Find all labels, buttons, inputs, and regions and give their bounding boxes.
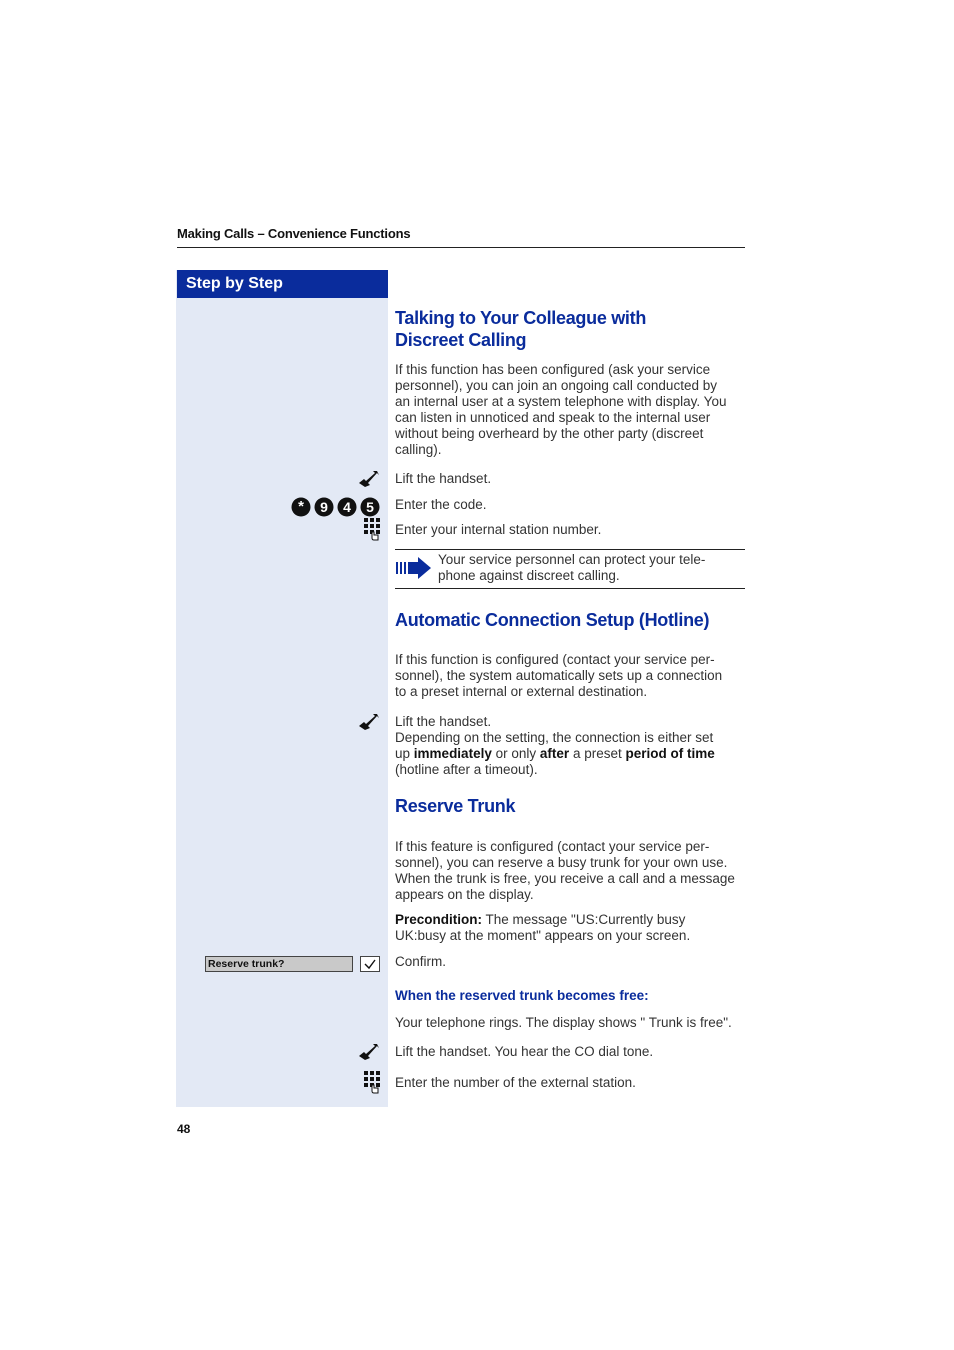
page-number: 48 — [177, 1122, 191, 1136]
note-text: Your service personnel can protect your tele- phone against discreet calling. — [438, 552, 706, 583]
step-enter-external-number: Enter the number of the external station. — [395, 1075, 636, 1090]
running-header: Making Calls – Convenience Functions — [177, 226, 411, 241]
section1-intro: If this function has been configured (ask your service personnel), you can join an ongoing call conducted by an internal user at a system telephone with display. You can listen in unnoticed and speak to the internal user without being overheard by the other party (discreet calling). — [395, 362, 727, 457]
handset-lift-icon — [357, 713, 381, 731]
section3-intro: If this feature is configured (contact your service per- sonnel), you can reserve a busy trunk for your own use. When the trunk is free, you receive a call and a message appears on the display. — [395, 839, 735, 902]
note-arrow-icon — [396, 557, 432, 579]
keypad-icon — [363, 1070, 381, 1094]
code-key-9: 9 — [320, 499, 328, 515]
precondition: Precondition: The message "US:Currently busy UK:busy at the moment" appears on your screen. — [395, 912, 691, 943]
step-enter-code: Enter the code. — [395, 497, 487, 512]
phone-rings-text: Your telephone rings. The display shows " Trunk is free". — [395, 1015, 732, 1030]
code-key-4: 4 — [343, 499, 351, 515]
keypad-icon — [363, 517, 381, 541]
section-title-reserve-trunk: Reserve Trunk — [395, 796, 516, 816]
confirm-button[interactable] — [360, 956, 380, 972]
code-key-5: 5 — [366, 499, 374, 515]
hotline-steps: Lift the handset. Depending on the setting, the connection is either set up immediately or only after a preset period of time (hotline after a timeout). — [395, 714, 715, 777]
step-enter-station-number: Enter your internal station number. — [395, 522, 602, 537]
step-by-step-column — [176, 270, 388, 1107]
section-title-hotline: Automatic Connection Setup (Hotline) — [395, 610, 710, 630]
header-rule — [177, 247, 745, 248]
code-keys — [291, 497, 383, 517]
code-key-star: * — [298, 498, 304, 515]
step-confirm: Confirm. — [395, 954, 447, 969]
handset-lift-icon — [357, 470, 381, 488]
handset-lift-icon — [357, 1043, 381, 1061]
section2-intro: If this function is configured (contact your service per- sonnel), the system automatically sets up a connection to a preset internal or external destination. — [395, 652, 723, 699]
step-by-step-heading: Step by Step — [177, 270, 388, 298]
step-lift-handset: Lift the handset. — [395, 471, 492, 486]
checkmark-icon — [361, 957, 379, 971]
subheading-trunk-free: When the reserved trunk becomes free: — [395, 988, 649, 1003]
step-lift-dial-tone: Lift the handset. You hear the CO dial tone. — [395, 1044, 654, 1059]
display-reserve-trunk[interactable]: Reserve trunk? — [205, 956, 353, 972]
section-title-discreet-calling: Talking to Your Colleague with Discreet Calling — [395, 308, 647, 350]
